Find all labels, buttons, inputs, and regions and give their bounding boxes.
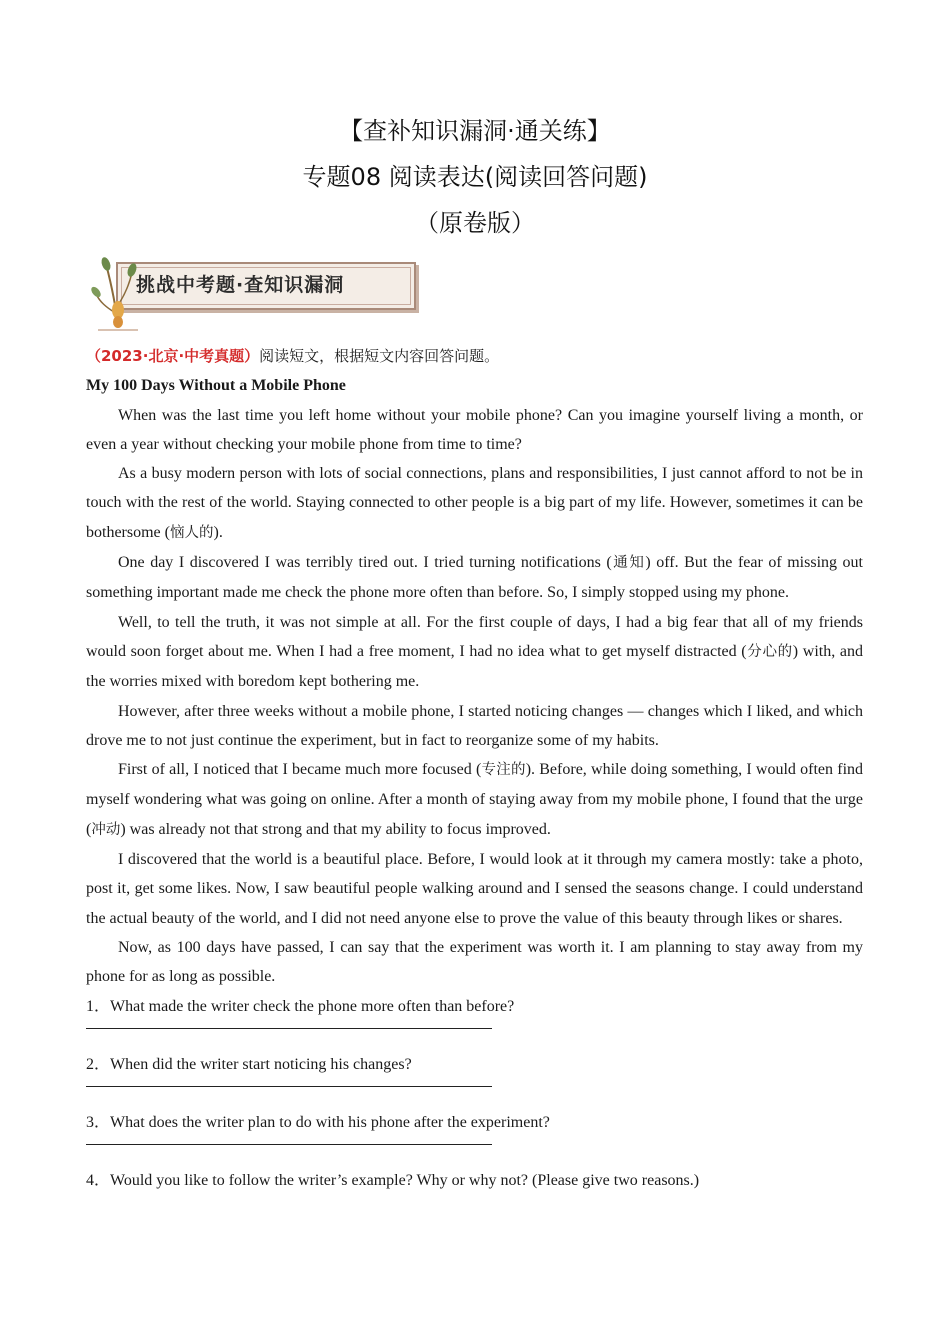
paragraph-1: When was the last time you left home without your mobile phone? Can you imagine yourself living a month, or even a year without checking your mobile phone from time to time? — [86, 406, 863, 453]
source-tag: （2023·北京·中考真题） — [86, 347, 260, 365]
answer-line-1[interactable] — [86, 1028, 492, 1029]
paragraph-8: Now, as 100 days have passed, I can say that the experiment was worth it. I am planning to stay away from my phone for as long as possible. — [86, 938, 863, 986]
instruction-text: 阅读短文，根据短文内容回答问题。 — [259, 347, 500, 365]
header-line-3: （原卷版） — [415, 209, 535, 237]
paragraph-6: First of all, I noticed that I became much more focused (专注的). Before, while doing something, I would often find myself wondering what was going on online. After a month of staying away from my mobile phone, I found that the urge (冲动) was already not that strong and that my ability to focus improved. — [86, 761, 864, 838]
section-banner — [88, 252, 418, 332]
gloss-focused: 专注的 — [481, 762, 526, 779]
gloss-notifications: 通知 — [611, 555, 646, 572]
question-4: 4．Would you like to follow the writer’s example? Why or why not? (Please give two reasons.) — [86, 1172, 700, 1190]
document-body — [86, 342, 863, 1196]
paragraph-4: Well, to tell the truth, it was not simple at all. For the first couple of days, I had a big fear that all of my friends would soon forget about me. When I had a free moment, I had no idea what to get myself distracted (分心的) with, and the worries mixed with boredom kept bothering me. — [86, 613, 864, 691]
question-3: 3．What does the writer plan to do with his phone after the experiment? — [86, 1114, 550, 1132]
header-line-1: 【查补知识漏洞·通关练】 — [339, 117, 611, 145]
paragraph-7: I discovered that the world is a beautiful place. Before, I would look at it through my camera mostly: take a photo, post it, get some likes. Now, I saw beautiful people walking around and I sensed the seasons change. I could understand the actual beauty of the world, and I did not need anyone else to prove the value of this beauty through likes or shares. — [86, 851, 863, 927]
gloss-urge: 冲动 — [91, 821, 121, 838]
question-2: 2．When did the writer start noticing his changes? — [86, 1055, 412, 1073]
paragraph-3: One day I discovered I was terribly tired out. I tried turning notifications (通知) off. But the fear of missing out something important made me check the phone more often than before. So, I simply stopped using my phone. — [86, 554, 863, 602]
gloss-distracted: 分心的 — [746, 643, 793, 660]
paragraph-2: As a busy modern person with lots of social connections, plans and responsibilities, I just cannot afford to not be in touch with the rest of the world. Staying connected to other people is a big part of my life. However, sometimes it can be bothersome (恼人的). — [86, 465, 863, 541]
document-header — [0, 108, 950, 246]
answer-line-3[interactable] — [86, 1144, 492, 1145]
paragraph-5: However, after three weeks without a mobile phone, I started noticing changes — changes which I liked, and which drove me to not just continue the experiment, but in fact to reorganize some of my habits. — [86, 702, 863, 749]
instruction-line — [86, 342, 863, 371]
banner-label: 挑战中考题·查知识漏洞 — [136, 274, 345, 296]
gloss-bothersome: 恼人的 — [169, 524, 214, 541]
answer-line-2[interactable] — [86, 1086, 492, 1087]
question-1: 1．What made the writer check the phone more often than before? — [86, 997, 515, 1015]
header-line-2: 专题08 阅读表达(阅读回答问题) — [302, 163, 648, 191]
article-title: My 100 Days Without a Mobile Phone — [86, 377, 346, 395]
